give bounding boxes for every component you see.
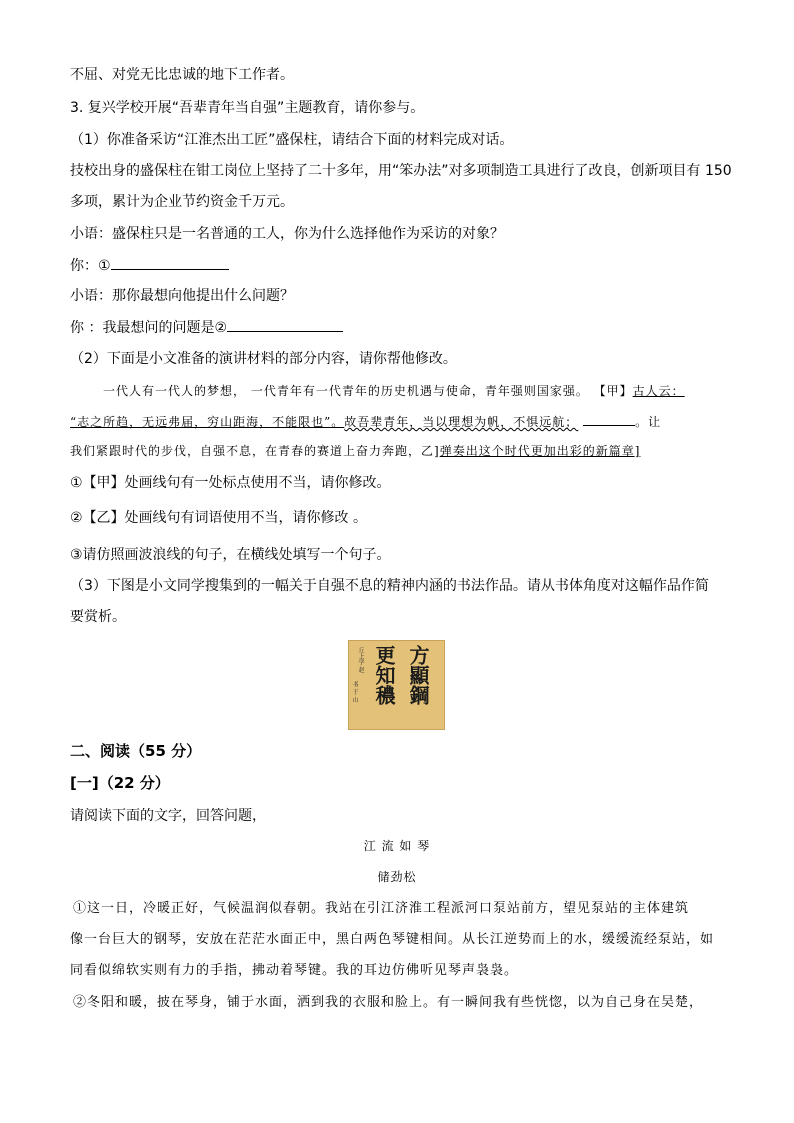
article-author: 储劲松 xyxy=(377,870,417,884)
material-text-1: 技校出身的盛保柱在钳工岗位上坚持了二十多年，用“笨办法”对多项制造工具进行了改良，创新项目有 150 xyxy=(70,163,732,179)
dialogue-you-2 xyxy=(70,317,343,338)
section-2-sub: [一]（22 分） xyxy=(70,774,170,792)
speech-line-3 xyxy=(70,441,640,461)
question-3-3: （3）下图是小文同学搜集到的一幅关于自强不息的精神内涵的书法作品。请从书体角度对这幅作品作简 xyxy=(70,578,709,594)
speech-line-1-text: 一代人有一代人的梦想， 一代青年有一代青年的历史机遇与使命，青年强则国家强。 【甲】 xyxy=(103,384,633,398)
article-title: 江 流 如 琴 xyxy=(363,839,431,853)
article-para1-line3: 同看似绵软实则有力的手指，拂动着琴键。我的耳边仿佛听见琴声袅袅。 xyxy=(70,963,519,978)
answer-blank-2[interactable] xyxy=(227,317,343,332)
callig-inscription-1: 丘上学 赵 xyxy=(357,647,364,673)
speech-line-3-text: 我们紧跟时代的步伐，自强不息，在青春的赛道上奋力奔跑，乙] xyxy=(70,444,440,458)
fill-in-blank[interactable] xyxy=(583,413,635,426)
sub-question-3: ③请仿照画波浪线的句子，在横线处填写一个句子。 xyxy=(70,547,391,563)
speech-wavy-sentence: 故吾辈青年，当以理想为帆，不惧远航； xyxy=(344,415,579,429)
sub-question-2: ②【乙】处画线句有词语使用不当，请你修改 。 xyxy=(70,510,367,526)
article-para1-line1: ①这一日，冷暖正好，气候温润似春朝。我站在引江济淮工程派河口泵站前方，望见泵站的主体建筑 xyxy=(73,901,690,916)
question-3-2: （2）下面是小文准备的演讲材料的部分内容，请你帮他修改。 xyxy=(70,351,457,367)
callig-right-column: 方顯鋼 xyxy=(406,645,430,705)
answer-blank-1[interactable] xyxy=(111,255,229,270)
dialogue-you-1 xyxy=(70,255,229,276)
article-para2-line1: ②冬阳和暖，披在琴身，铺于水面，洒到我的衣服和脸上。有一瞬间我有些恍惚，以为自己身在吴楚， xyxy=(73,995,704,1010)
callig-left-column: 更知穠 xyxy=(372,645,396,705)
reading-instruction: 请阅读下面的文字，回答问题， xyxy=(70,808,266,824)
speech-line-2-end: 。让 xyxy=(635,415,662,429)
callig-inscription-2: 书 于 山 xyxy=(351,681,358,703)
speech-underlined-quote: 古人云： xyxy=(632,384,685,398)
dialogue-you-2-label: 你 ：我最想问的问题是② xyxy=(70,320,228,336)
dialogue-you-1-label: 你：① xyxy=(70,258,111,274)
question-3-1: （1）你准备采访“江淮杰出工匠”盛保柱，请结合下面的材料完成对话。 xyxy=(70,132,514,148)
speech-underlined-yi: 弹奏出这个时代更加出彩的新篇章] xyxy=(439,444,641,458)
question-3-3-cont: 要赏析。 xyxy=(70,609,126,625)
article-para1-line2: 像一台巨大的钢琴，安放在茫茫水面正中，黑白两色琴键相间。从长江逆势而上的水，缓缓流经泵站，如 xyxy=(70,932,715,947)
dialogue-xiaoyu-1: 小语：盛保柱只是一名普通的工人，你为什么选择他作为采访的对象？ xyxy=(70,226,504,242)
question-3: 3. 复兴学校开展“吾辈青年当自强”主题教育，请你参与。 xyxy=(70,100,425,116)
speech-line-1 xyxy=(103,381,685,401)
speech-line-2 xyxy=(70,412,661,432)
material-text-2: 多项，累计为企业节约资金千万元。 xyxy=(70,194,294,210)
speech-quote: “志之所趋，无远弗届，穷山距海，不能限也”。 xyxy=(70,415,345,429)
dialogue-xiaoyu-2: 小语：那你最想向他提出什么问题？ xyxy=(70,288,294,304)
sub-question-1: ①【甲】处画线句有一处标点使用不当，请你修改。 xyxy=(70,475,391,491)
line-1: 不屈、对党无比忠诚的地下工作者。 xyxy=(70,67,294,83)
section-2-heading: 二、阅读（55 分） xyxy=(70,742,202,760)
calligraphy-image xyxy=(348,640,445,730)
